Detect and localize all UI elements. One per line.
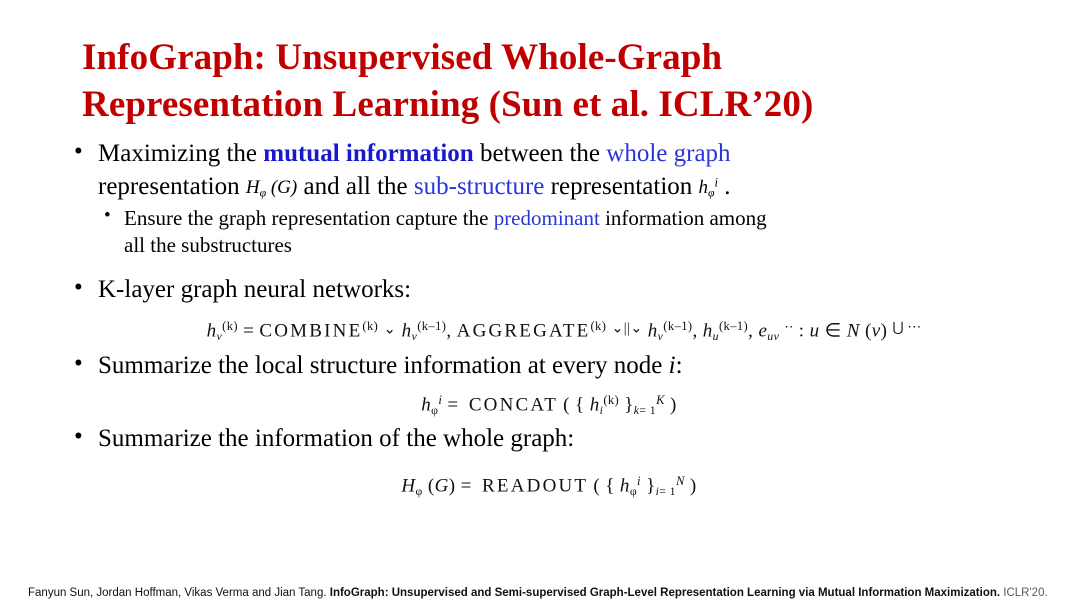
bullet-1-text: Maximizing the mutual information between the whole graph <box>98 139 731 167</box>
footer-authors: Fanyun Sun, Jordan Hoffman, Vikas Verma and Jian Tang. <box>28 587 330 599</box>
footer-paper-title: InfoGraph: Unsupervised and Semi-supervised Graph-Level Representation Learning via Mutual Information Maximization. <box>329 587 1001 599</box>
sub-bullet-item-1: • Ensure the graph representation capture the predominant information among all the substructures <box>98 205 1020 260</box>
footer-citation <box>28 587 1060 599</box>
formula-gnn-layer: $h_v^{(k)}$ = $COMBINE^{(k)}$ ⌄ $h_v^{(k-1)}$, AGGREGATE$^{(k)}$ ⌄||⌄ $h_v^{(k-1)}$, $h_u^{(k-1)}$, $e_{uv}$ ⋅⋅ : u ∈ N (v) ⋃ ⋅⋅⋅ <box>206 319 922 344</box>
bullet-item-4 <box>70 422 1020 499</box>
bullet-item-1 <box>70 137 1020 260</box>
inline-math-h-phi-g: $H_\varphi$ (G) <box>245 176 298 200</box>
sub-bullet-list <box>98 205 1020 260</box>
highlight-predominant: predominant <box>493 205 600 230</box>
highlight-sub-structure: sub-structure <box>413 172 545 200</box>
page-title <box>82 34 1020 129</box>
highlight-whole-graph: whole graph <box>606 139 731 167</box>
formula-node-concat: $h_\varphi^i$ = CONCAT ( { $h_i^{(k)}$ }$_{k= 1}^K$ ) <box>421 392 677 417</box>
title-line-1: InfoGraph: Unsupervised Whole-Graph <box>82 37 723 78</box>
title-line-2: Representation Learning (Sun et al. ICLR’20) <box>82 84 814 126</box>
formula-graph-readout: $H_\varphi$ (G) = READOUT ( { $h_\varphi^i$ }$_{i= 1}^N$ ) <box>401 474 697 498</box>
bullet-1-line-2: representation $H_\varphi$ (G) and all the sub-structure representation $h_\varphi^i$ . <box>98 172 731 200</box>
inline-math-h-phi-i: $h_\varphi^i$ <box>698 175 719 200</box>
sub-bullet-line-2: all the substructures <box>124 233 292 258</box>
highlight-mutual-information: mutual information <box>263 139 474 167</box>
bullet-2-text: K-layer graph neural networks: <box>98 276 412 304</box>
bullet-item-2 <box>70 273 1020 344</box>
bullet-list <box>70 137 1020 500</box>
bullet-item-3 <box>70 349 1020 418</box>
bullet-3-text: Summarize the local structure information at every node i: <box>98 351 683 379</box>
bullet-4-text: Summarize the information of the whole graph: <box>98 425 575 452</box>
footer-venue: ICLR'20. <box>1000 587 1048 599</box>
